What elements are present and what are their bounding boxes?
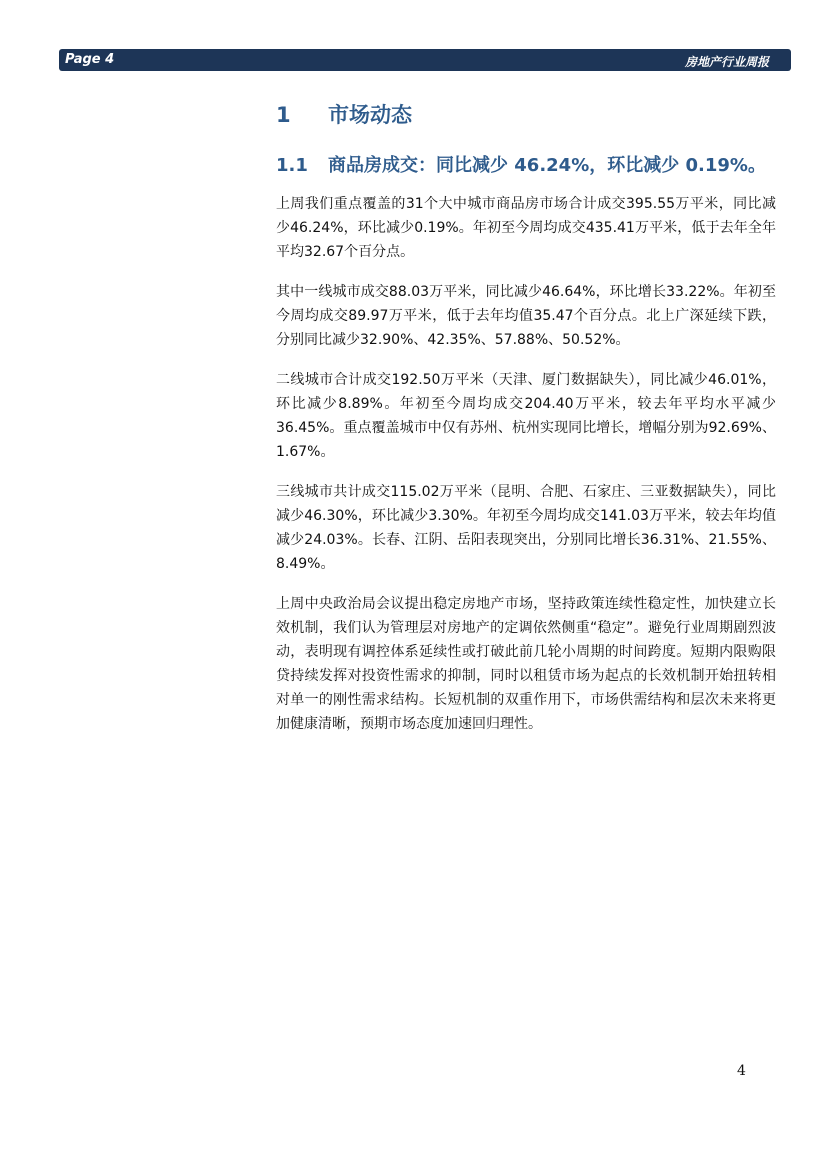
section-heading [276,98,776,132]
paragraph-overview: 上周我们重点覆盖的31个大中城市商品房市场合计成交395.55万平米，同比减少46.24%，环比减少0.19%。年初至今周均成交435.41万平米，低于去年全年平均32.67个百分点。 [276,196,776,260]
paragraph-tier3: 三线城市共计成交115.02万平米（昆明、合肥、石家庄、三亚数据缺失），同比减少46.30%，环比减少3.30%。年初至今周均成交141.03万平米，较去年均值减少24.03%。长春、江阴、岳阳表现突出，分别同比增长36.31%、21.55%、8.49%。 [276,484,776,572]
subsection-heading [276,152,776,180]
paragraph-tier2: 二线城市合计成交192.50万平米（天津、厦门数据缺失），同比减少46.01%，环比减少8.89%。年初至今周均成交204.40万平米，较去年平均水平减少36.45%。重点覆盖城市中仅有苏州、杭州实现同比增长，增幅分别为92.69%、1.67%。 [276,372,776,460]
paragraph-policy: 上周中央政治局会议提出稳定房地产市场，坚持政策连续性稳定性，加快建立长效机制，我们认为管理层对房地产的定调依然侧重“稳定”。避免行业周期剧烈波动，表明现有调控体系延续性或打破此前几轮小周期的时间跨度。短期内限购限贷持续发挥对投资性需求的抑制，同时以租赁市场为起点的长效机制开始扭转相对单一的刚性需求结构。长短机制的双重作用下，市场供需结构和层次未来将更加健康清晰，预期市场态度加速回归理性。 [276,596,776,732]
header-bar [59,49,791,71]
subsection-number: 1.1 [276,155,308,176]
report-title: 房地产行业周报 [684,55,769,69]
subsection-title: 商品房成交：同比减少 46.24%，环比减少 0.19%。 [328,155,766,176]
page-label: Page 4 [65,52,115,67]
main-content [276,98,776,736]
section-title: 市场动态 [328,103,412,127]
paragraph-tier1: 其中一线城市成交88.03万平米，同比减少46.64%，环比增长33.22%。年初至今周均成交89.97万平米，低于去年均值35.47个百分点。北上广深延续下跌，分别同比减少32.90%、42.35%、57.88%、50.52%。 [276,284,776,348]
page-number: 4 [737,1063,746,1079]
section-number: 1 [276,103,291,127]
